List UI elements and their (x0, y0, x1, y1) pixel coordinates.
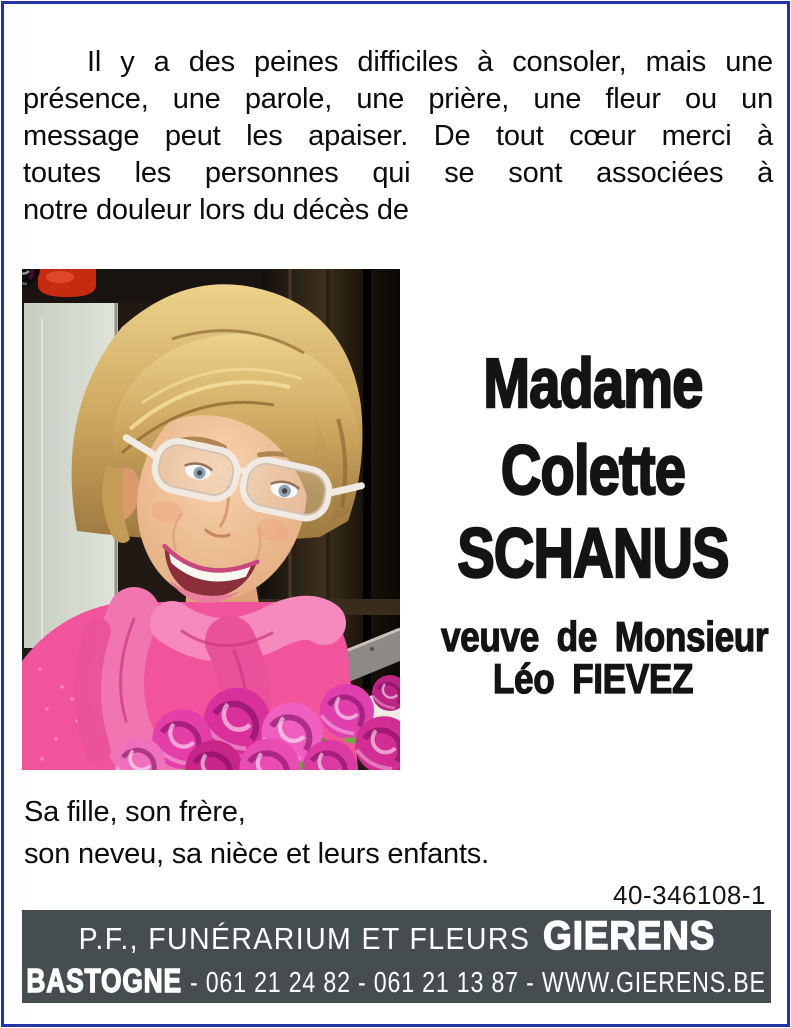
banner-line-1 (78, 914, 715, 959)
funeral-home-contact: - 061 21 24 82 - 061 21 13 87 - WWW.GIERENS.BE (190, 966, 767, 999)
deceased-first-name: Colette (500, 431, 686, 509)
intro-paragraph (23, 44, 773, 229)
family-line: son neveu, sa nièce et leurs enfants. (24, 838, 489, 870)
family-line: Sa fille, son frère, (24, 796, 246, 828)
portrait-photo (22, 269, 400, 770)
deceased-title: Madame (483, 344, 703, 422)
intro-line: notre douleur lors du décès de (23, 194, 409, 226)
funeral-home-type: P.F., FUNÉRARIUM ET FLEURS (78, 920, 530, 956)
deceased-last-name: SCHANUS (457, 514, 729, 592)
intro-line: Il y a des peines difficiles à consoler, mais une (87, 46, 773, 78)
obituary-notice-page (1, 1, 790, 1027)
reference-number: 40-346108-1 (613, 880, 766, 910)
intro-line: message peut les apaiser. De tout cœur merci à (23, 120, 773, 152)
spouse-name: Léo FIEVEZ (492, 655, 694, 702)
funeral-home-banner (22, 910, 771, 1003)
banner-line-2 (27, 962, 766, 1000)
portrait-illustration (22, 269, 400, 770)
funeral-home-city: BASTOGNE (26, 961, 183, 999)
funeral-home-name: GIERENS (542, 913, 715, 958)
deceased-name-block (412, 342, 774, 742)
family-block (24, 791, 764, 875)
intro-line: présence, une parole, une prière, une fleur ou un (23, 83, 773, 115)
widow-line: veuve de Monsieur (440, 613, 769, 660)
intro-line: toutes les personnes qui se sont associées à (23, 157, 773, 189)
